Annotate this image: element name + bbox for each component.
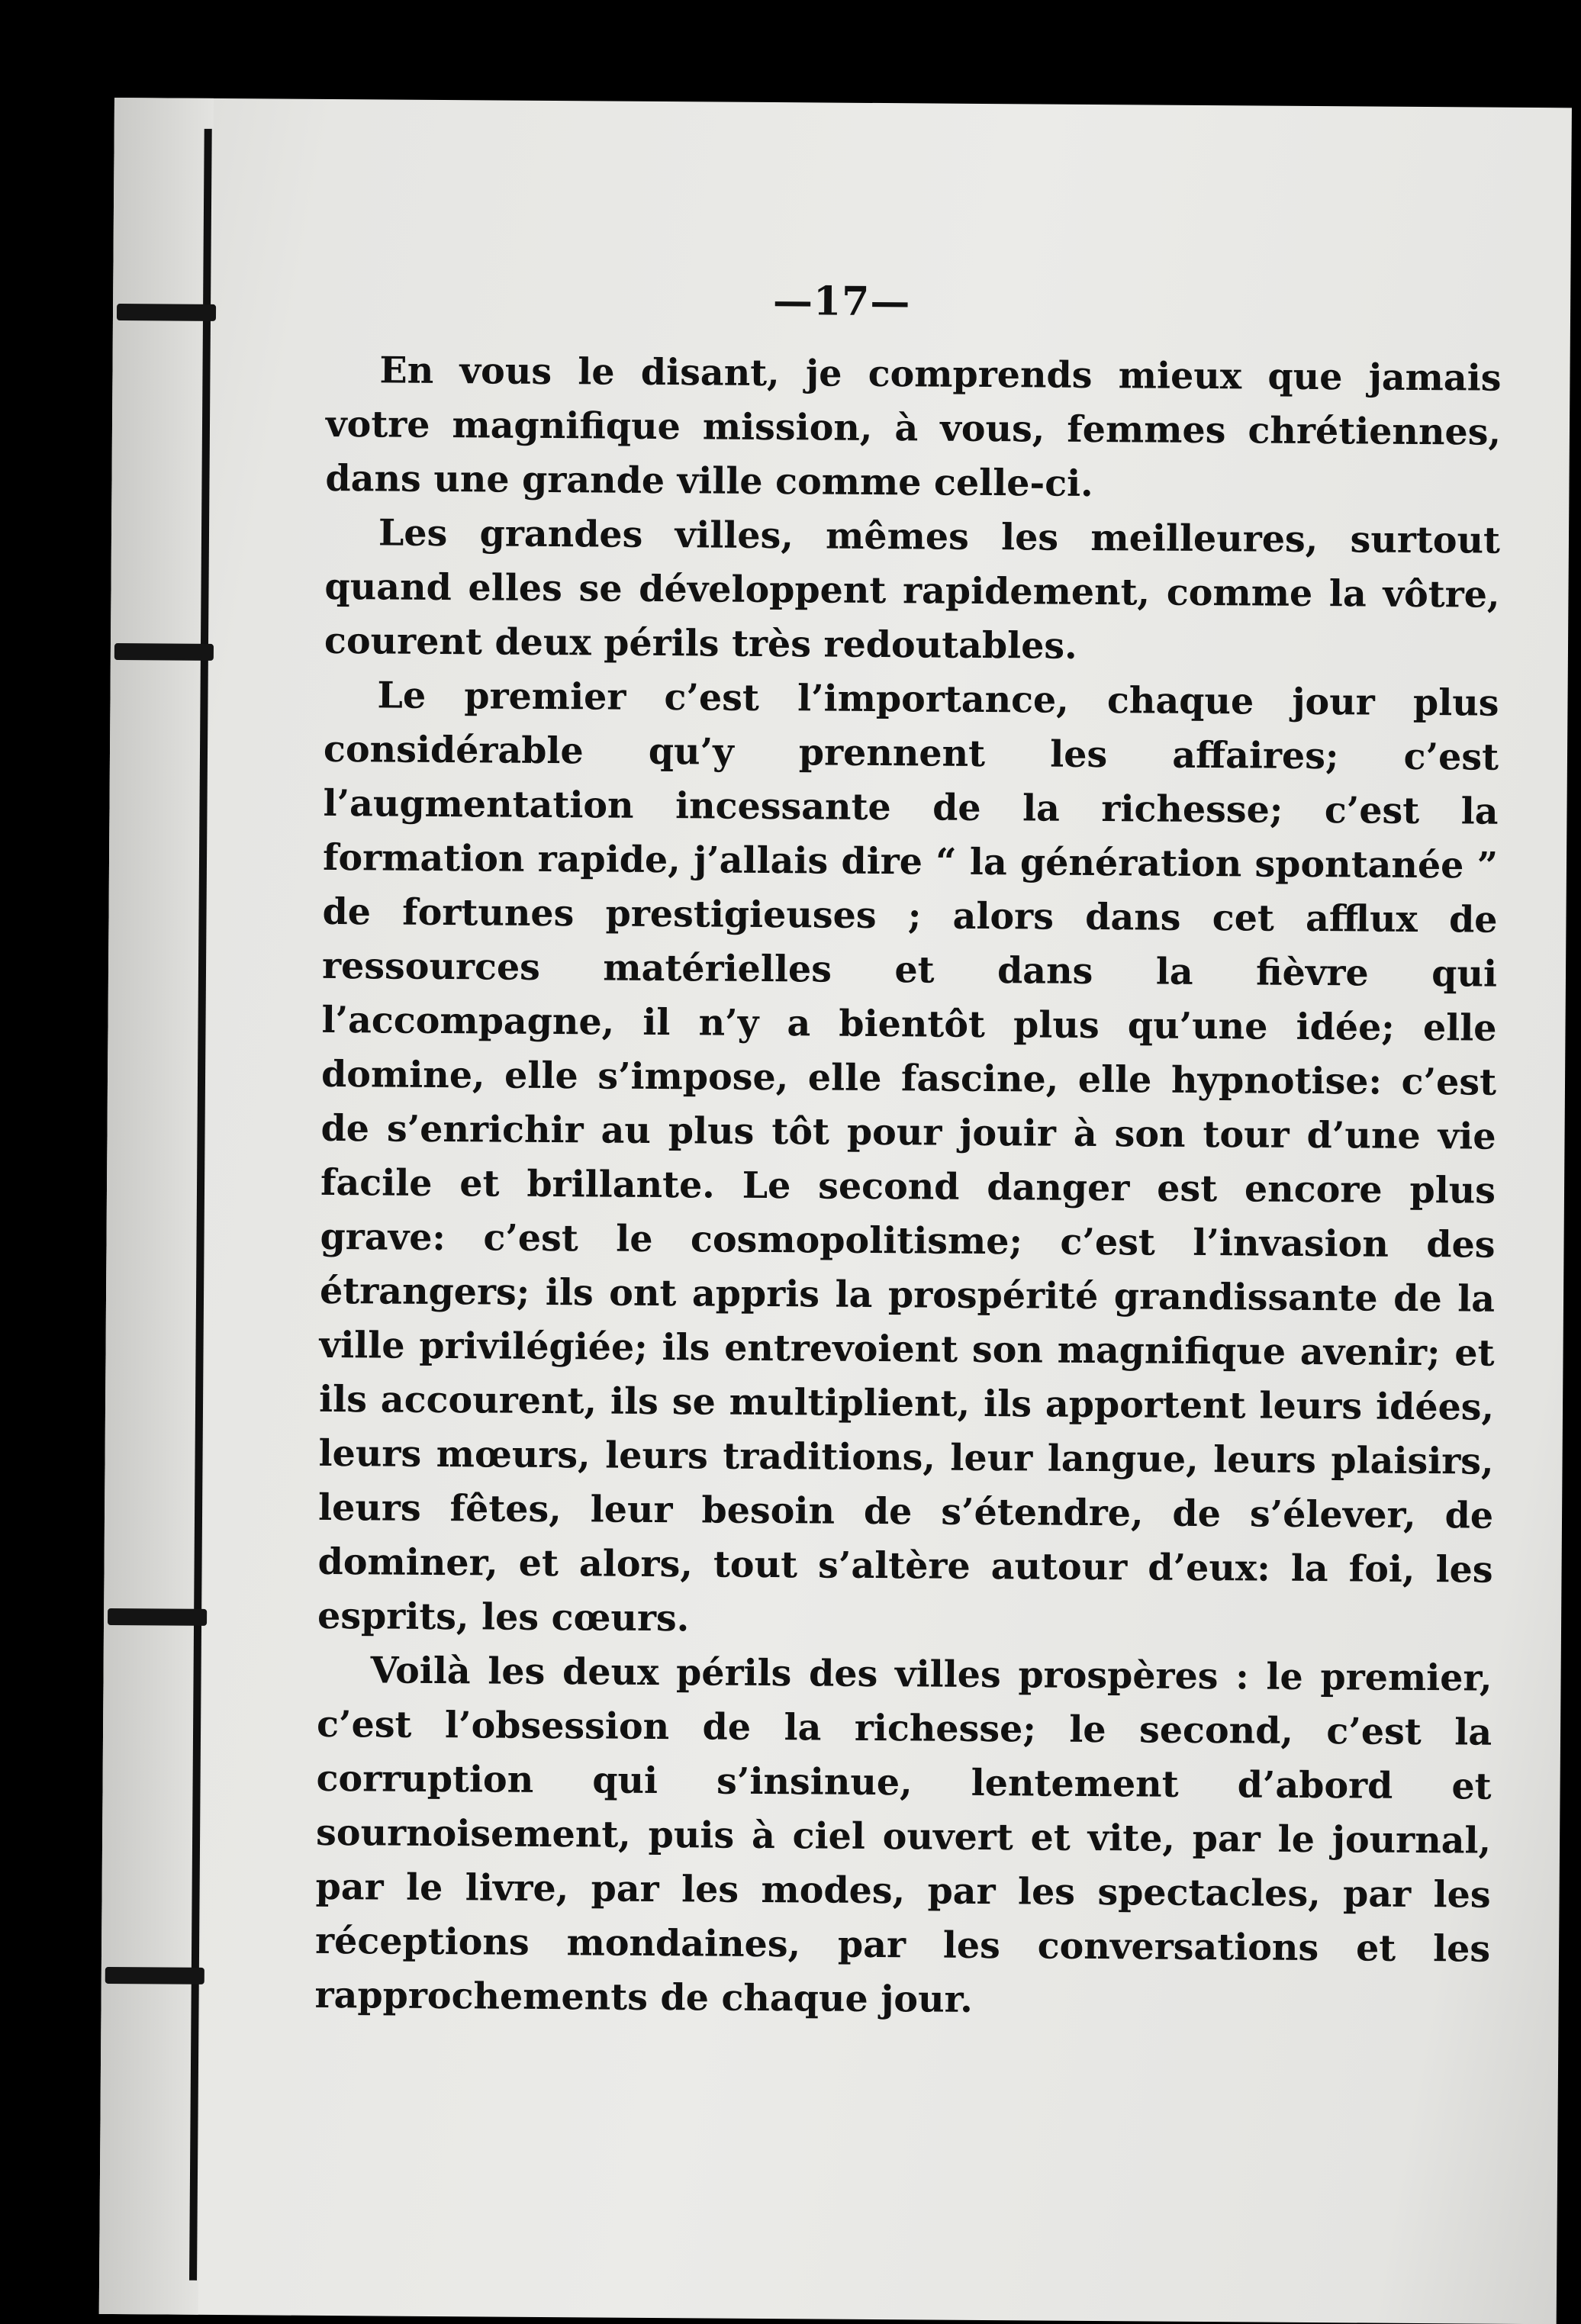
page-number: —17— bbox=[772, 278, 911, 326]
binding-stitch bbox=[108, 1608, 207, 1626]
body-text bbox=[314, 343, 1501, 2031]
paragraph: Les grandes villes, mêmes les meilleures, surtout quand elles se développent rapidement, comme la vôtre, courent deux périls très redoutables. bbox=[324, 511, 1501, 668]
binding-stitch bbox=[105, 1967, 204, 1984]
book-page bbox=[99, 98, 1572, 2324]
paragraph: En vous le disant, je comprends mieux que jamais votre magnifique mission, à vous, femmes chrétiennes, dans une grande ville comme celle-ci. bbox=[325, 349, 1502, 505]
binding-stitch bbox=[114, 643, 214, 661]
paragraph: Voilà les deux périls des villes prospères : le premier, c’est l’obsession de la richesse; le second, c’est la corruption qui s’insinue, lentement d’abord et sournoisement, puis à ciel ouvert et vite, par le journal, par le livre, par les modes, par les spectacles, par les réceptions mondaines, par les conversations et les rapprochements de chaque jour. bbox=[314, 1649, 1492, 2021]
paragraph: Le premier c’est l’importance, chaque jour plus considérable qu’y prennent les affaires; c’est l’augmentation incessante de la richesse; c’est la formation rapide, j’allais dire “ la génération spontanée ” de fortunes prestigieuses ; alors dans cet afflux de ressources matérielles et dans la fièvre qui l’accompagne, il n’y a bientôt plus qu’une idée; elle domine, elle s’impose, elle fascine, elle hypnotise: c’est de s’enrichir au plus tôt pour jouir à son tour d’une vie facile et brillante. Le second danger est encore plus grave: c’est le cosmopolitisme; c’est l’invasion des étrangers; ils ont appris la prospérité grandissante de la ville privilégiée; ils entrevoient son magnifique avenir; et ils accourent, ils se multiplient, ils apportent leurs idées, leurs mœurs, leurs traditions, leur langue, leurs plaisirs, leurs fêtes, leur besoin de s’étendre, de s’élever, de dominer, et alors, tout s’altère autour d’eux: la foi, les esprits, les cœurs. bbox=[317, 674, 1499, 1640]
